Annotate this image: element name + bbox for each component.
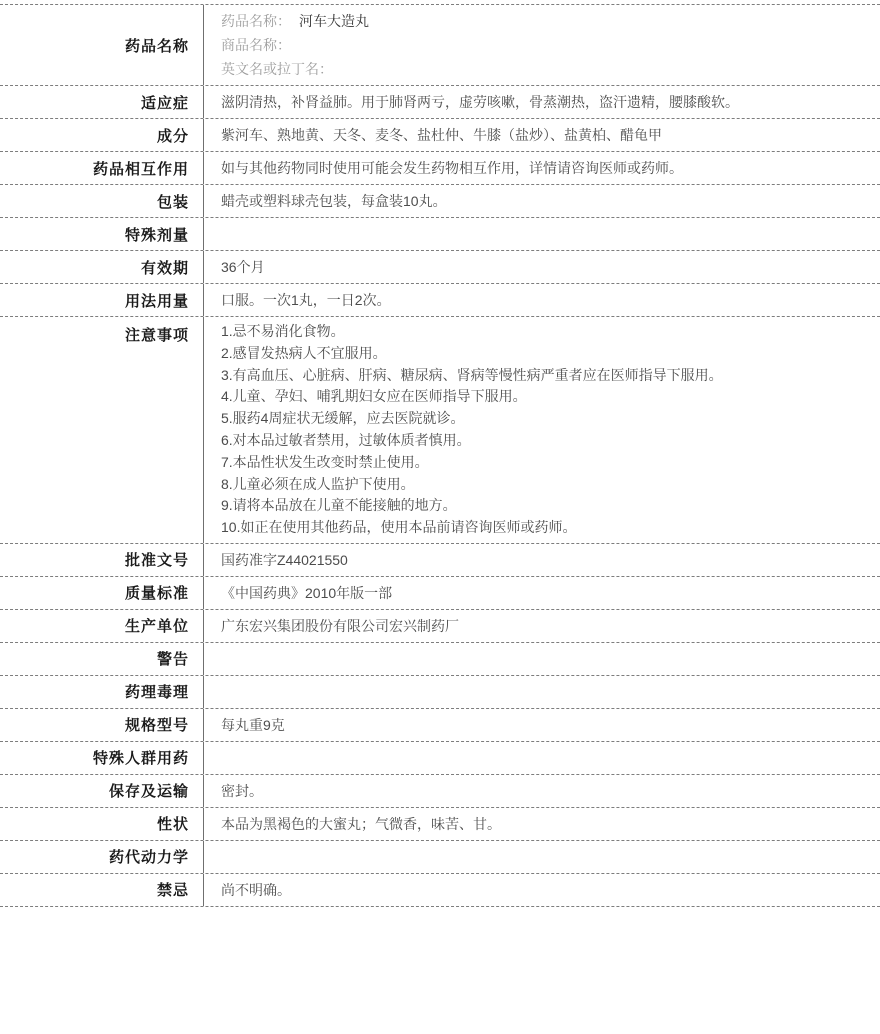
name-field-prefix: 英文名或拉丁名：: [221, 61, 333, 77]
name-field-0: [221, 9, 868, 33]
row-content-quality-standard: [204, 577, 880, 609]
row-content-drug-name: [204, 5, 880, 85]
row-label-specification: 规格型号: [0, 709, 204, 741]
row-content-pharmacokinetics: [204, 841, 880, 873]
row-label-manufacturer: 生产单位: [0, 610, 204, 642]
row-dosage-usage: [0, 284, 880, 317]
row-warning: [0, 643, 880, 676]
name-field-prefix: 商品名称：: [221, 37, 291, 53]
row-label-precautions: 注意事项: [0, 317, 204, 543]
row-precautions: [0, 317, 880, 544]
row-validity-period: [0, 251, 880, 284]
row-content-packaging: [204, 185, 880, 217]
row-pharmacology-toxicology: [0, 676, 880, 709]
content-line: 10.如正在使用其他药品，使用本品前请咨询医师或药师。: [221, 519, 577, 536]
row-label-approval-number: 批准文号: [0, 544, 204, 576]
row-label-warning: 警告: [0, 643, 204, 675]
row-label-special-population: 特殊人群用药: [0, 742, 204, 774]
name-field-2: [221, 57, 868, 81]
row-content-indications: [204, 86, 880, 118]
row-ingredients: [0, 119, 880, 152]
row-content-properties: [204, 808, 880, 840]
content-line: 本品为黑褐色的大蜜丸；气微香，味苦、甘。: [221, 815, 501, 832]
row-special-dosage: [0, 218, 880, 251]
row-content-warning: [204, 643, 880, 675]
row-content-manufacturer: [204, 610, 880, 642]
row-label-storage-transport: 保存及运输: [0, 775, 204, 807]
content-line: 7.本品性状发生改变时禁止使用。: [221, 453, 429, 470]
row-storage-transport: [0, 775, 880, 808]
content-line: 每丸重9克: [221, 716, 285, 733]
content-line: 滋阴清热，补肾益肺。用于肺肾两亏，虚劳咳嗽，骨蒸潮热，盗汗遗精，腰膝酸软。: [221, 94, 739, 110]
row-special-population: [0, 742, 880, 775]
content-line: 3.有高血压、心脏病、肝病、糖尿病、肾病等慢性病严重者应在医师指导下服用。: [221, 366, 723, 383]
row-specification: [0, 709, 880, 742]
row-content-drug-interactions: [204, 152, 880, 184]
row-label-pharmacokinetics: 药代动力学: [0, 841, 204, 873]
row-content-approval-number: [204, 544, 880, 576]
row-label-dosage-usage: 用法用量: [0, 284, 204, 316]
row-content-dosage-usage: [204, 284, 880, 316]
row-indications: [0, 86, 880, 119]
content-line: 1.忌不易消化食物。: [221, 323, 345, 339]
row-label-packaging: 包装: [0, 185, 204, 217]
content-line: 8.儿童必须在成人监护下使用。: [221, 475, 415, 492]
content-line: 9.请将本品放在儿童不能接触的地方。: [221, 497, 457, 514]
content-line: 蜡壳或塑料球壳包装，每盒装10丸。: [221, 193, 447, 209]
name-field-prefix: 药品名称：: [221, 13, 291, 29]
name-field-1: [221, 33, 868, 57]
row-content-storage-transport: [204, 775, 880, 807]
row-manufacturer: [0, 610, 880, 643]
row-drug-interactions: [0, 152, 880, 185]
row-packaging: [0, 185, 880, 218]
row-content-special-population: [204, 742, 880, 774]
content-line: 5.服药4周症状无缓解，应去医院就诊。: [221, 410, 465, 427]
content-line: 2.感冒发热病人不宜服用。: [221, 344, 387, 361]
row-content-contraindications: [204, 874, 880, 906]
row-label-contraindications: 禁忌: [0, 874, 204, 906]
content-line: 国药准字Z44021550: [221, 551, 348, 568]
content-line: 口服。一次1丸，一日2次。: [221, 292, 391, 308]
content-line: 如与其他药物同时使用可能会发生药物相互作用，详情请咨询医师或药师。: [221, 160, 683, 176]
row-properties: [0, 808, 880, 841]
row-label-quality-standard: 质量标准: [0, 577, 204, 609]
drug-info-table: [0, 4, 880, 907]
row-label-special-dosage: 特殊剂量: [0, 218, 204, 250]
content-line: 广东宏兴集团股份有限公司宏兴制药厂: [221, 617, 459, 634]
row-label-properties: 性状: [0, 808, 204, 840]
row-label-ingredients: 成分: [0, 119, 204, 151]
row-drug-name: [0, 5, 880, 86]
row-approval-number: [0, 544, 880, 577]
row-content-precautions: [204, 317, 880, 543]
content-line: 《中国药典》2010年版一部: [221, 584, 393, 601]
content-line: 6.对本品过敏者禁用，过敏体质者慎用。: [221, 431, 471, 448]
row-label-validity-period: 有效期: [0, 251, 204, 283]
row-label-drug-name: 药品名称: [0, 5, 204, 85]
row-content-validity-period: [204, 251, 880, 283]
row-content-specification: [204, 709, 880, 741]
content-line: 尚不明确。: [221, 881, 291, 898]
name-field-value: 河车大造丸: [299, 13, 369, 29]
content-line: 36个月: [221, 259, 265, 275]
row-content-ingredients: [204, 119, 880, 151]
content-line: 紫河车、熟地黄、天冬、麦冬、盐杜仲、牛膝（盐炒）、盐黄柏、醋龟甲: [221, 127, 662, 143]
row-label-pharmacology-toxicology: 药理毒理: [0, 676, 204, 708]
content-line: 4.儿童、孕妇、哺乳期妇女应在医师指导下服用。: [221, 388, 527, 405]
content-line: 密封。: [221, 782, 263, 799]
row-quality-standard: [0, 577, 880, 610]
row-label-drug-interactions: 药品相互作用: [0, 152, 204, 184]
row-label-indications: 适应症: [0, 86, 204, 118]
row-content-pharmacology-toxicology: [204, 676, 880, 708]
row-pharmacokinetics: [0, 841, 880, 874]
row-contraindications: [0, 874, 880, 907]
row-content-special-dosage: [204, 218, 880, 250]
